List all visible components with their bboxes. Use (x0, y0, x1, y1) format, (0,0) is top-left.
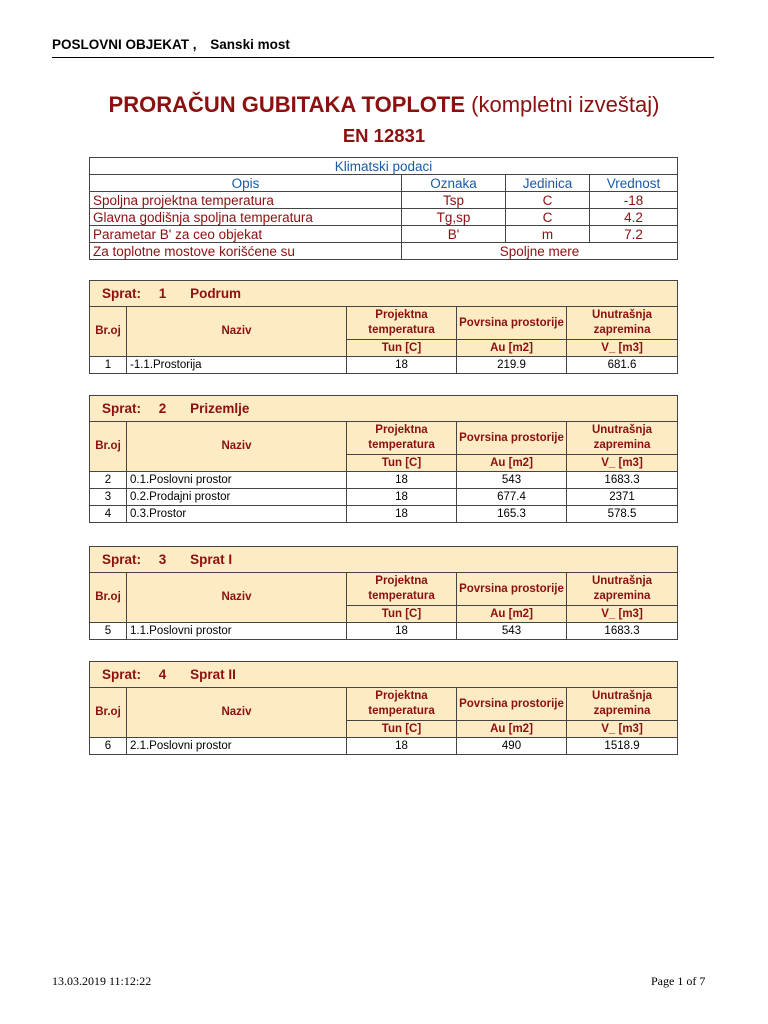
climate-table (89, 157, 678, 260)
floor-title: Sprat: 2 Prizemlje (90, 396, 678, 422)
table-row: Glavna godišnja spoljna temperatura Tg,sp C 4.2 (90, 209, 678, 226)
col-temp: Projektna temperatura (347, 307, 457, 340)
col-volume: Unutrašnja zapremina (567, 307, 678, 340)
footer-timestamp: 13.03.2019 11:12:22 (52, 974, 152, 988)
table-row: 3 0.2.Prodajni prostor 18 677.4 2371 (90, 489, 678, 506)
report-title-main: PRORAČUN GUBITAKA TOPLOTE (108, 92, 466, 117)
table-row: 5 1.1.Poslovni prostor 18 543 1683.3 (90, 623, 678, 640)
col-jedinica: Jedinica (506, 175, 590, 192)
floor-table-1: Sprat: 1 Podrum Br.oj Naziv Projektna temperatura Povrsina prostorije Unutrašnja zapremina Tun [C] Au [m2] V_ [m3] 1 -1.1.Prostorija 18 219.9 681.6 (89, 280, 678, 374)
project-name: POSLOVNI OBJEKAT , (52, 37, 197, 52)
bridge-value: Spoljne mere (402, 243, 678, 260)
table-row: Parametar B' za ceo objekat B' m 7.2 (90, 226, 678, 243)
col-area: Povrsina prostorije (457, 307, 567, 340)
table-row: 2 0.1.Poslovni prostor 18 543 1683.3 (90, 472, 678, 489)
floor-title: Sprat: 1 Podrum (90, 281, 678, 307)
project-location: Sanski most (210, 37, 290, 52)
col-naziv: Naziv (127, 307, 347, 357)
floor-title: Sprat: 4 Sprat II (90, 662, 678, 688)
col-opis: Opis (90, 175, 402, 192)
col-oznaka: Oznaka (402, 175, 506, 192)
footer-page-number: Page 1 of 7 (651, 974, 706, 988)
floor-table-2: Sprat: 2 Prizemlje Br.oj Naziv Projektna temperatura Povrsina prostorije Unutrašnja zapremina Tun [C] Au [m2] V_ [m3] 2 0.1.Poslovni prostor 18 543 1683.3 3 0.2.Prodajni prostor 18 677.4 2371 4 0.3.Prostor 18 165.3 578.5 (89, 395, 678, 523)
table-row: Spoljna projektna temperatura Tsp C -18 (90, 192, 678, 209)
report-title (0, 92, 768, 118)
col-broj: Br.oj (90, 307, 127, 357)
table-row: 1 -1.1.Prostorija 18 219.9 681.6 (90, 357, 678, 374)
col-vrednost: Vrednost (590, 175, 678, 192)
climate-caption: Klimatski podaci (90, 158, 678, 175)
page-header (52, 37, 714, 58)
table-row: 6 2.1.Poslovni prostor 18 490 1518.9 (90, 738, 678, 755)
table-row (90, 243, 678, 260)
report-title-paren: (kompletni izveštaj) (471, 92, 660, 117)
table-row: 4 0.3.Prostor 18 165.3 578.5 (90, 506, 678, 523)
floor-table-3: Sprat: 3 Sprat I Br.oj Naziv Projektna temperatura Povrsina prostorije Unutrašnja zapremina Tun [C] Au [m2] V_ [m3] 5 1.1.Poslovni prostor 18 543 1683.3 (89, 546, 678, 640)
floor-table-4: Sprat: 4 Sprat II Br.oj Naziv Projektna temperatura Povrsina prostorije Unutrašnja zapremina Tun [C] Au [m2] V_ [m3] 6 2.1.Poslovni prostor 18 490 1518.9 (89, 661, 678, 755)
floor-title: Sprat: 3 Sprat I (90, 547, 678, 573)
bridge-label: Za toplotne mostove korišćene su (90, 243, 402, 260)
report-standard: EN 12831 (342, 125, 426, 146)
